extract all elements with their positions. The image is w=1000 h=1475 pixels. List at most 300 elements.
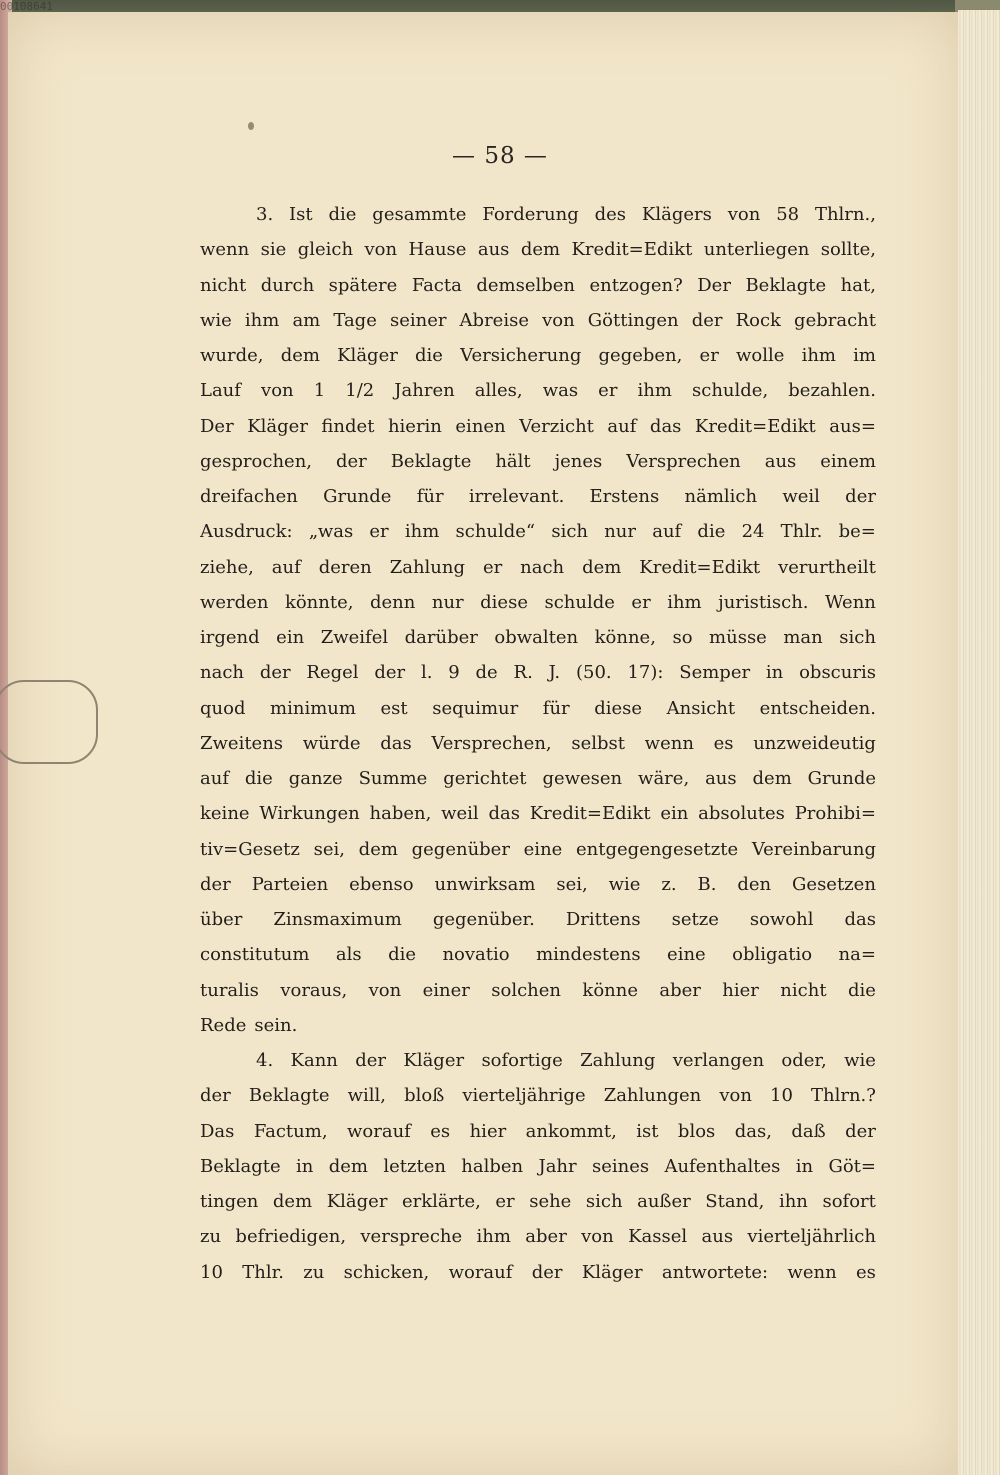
text-line <box>200 973 876 1008</box>
word: außer <box>637 1191 691 1212</box>
word: obwalten <box>494 627 579 648</box>
word: deren <box>318 556 372 578</box>
word: J. <box>548 662 561 684</box>
word: Factum, <box>253 1120 328 1142</box>
word: „was <box>308 521 354 543</box>
word: 3. <box>256 204 274 225</box>
word: gesprochen, <box>200 450 313 472</box>
word: 9 <box>448 662 460 684</box>
word: Jahr <box>538 1155 577 1177</box>
word: wäre, <box>638 768 690 789</box>
text-line <box>200 832 876 867</box>
word: sowohl <box>749 909 814 930</box>
word: gegeben, <box>598 345 683 366</box>
word: Versprechen <box>626 450 741 472</box>
word: Kläger <box>326 1191 388 1212</box>
word: bezahlen. <box>788 380 876 402</box>
word: hier <box>469 1120 507 1142</box>
word: Versprechen, <box>431 732 552 754</box>
word: von <box>542 309 575 331</box>
text-line <box>200 409 876 444</box>
word: Der <box>200 415 234 437</box>
word: die <box>388 944 417 966</box>
word: seines <box>591 1155 650 1177</box>
word: keine <box>200 803 250 825</box>
word: schicken, <box>343 1261 430 1283</box>
word: weil <box>782 486 820 507</box>
word: sich <box>551 521 589 543</box>
word: Kläger <box>581 1261 643 1283</box>
word: man <box>783 627 823 648</box>
word: er <box>495 1191 515 1212</box>
word: wenn <box>644 732 694 754</box>
text-line <box>200 1149 876 1184</box>
word: mindestens <box>536 944 641 966</box>
word: Regel <box>306 662 359 684</box>
word: sich <box>839 627 876 648</box>
word: unzweideutig <box>753 732 876 754</box>
word: von <box>719 1085 752 1107</box>
word: gegenüber <box>411 838 510 860</box>
word: Erstens <box>589 486 660 507</box>
word: auf <box>652 521 682 543</box>
word: l. <box>420 662 433 684</box>
word: tingen <box>200 1191 259 1212</box>
word: 58 <box>776 204 800 225</box>
text-line <box>200 197 876 232</box>
word: minimum <box>270 697 356 719</box>
word: oder, <box>781 1050 827 1071</box>
word: der <box>200 1085 231 1107</box>
word: auf <box>200 768 229 789</box>
word: hält <box>495 450 531 472</box>
text-line <box>200 303 876 338</box>
word: einer <box>422 979 470 1001</box>
word: irgend <box>200 627 260 648</box>
word: Beklagte <box>745 274 827 296</box>
word: könne, <box>594 627 656 648</box>
word: wie <box>608 873 641 895</box>
word: dem <box>272 1191 313 1212</box>
word: darüber <box>404 627 478 648</box>
word: Rock <box>735 309 781 331</box>
word: das, <box>734 1120 772 1142</box>
word: in <box>296 1155 314 1177</box>
word: (50. <box>575 662 612 684</box>
word: er <box>598 380 618 402</box>
word: sich <box>585 1191 623 1212</box>
word: tiv=Gesetz <box>200 838 300 860</box>
word: 10 <box>770 1085 793 1107</box>
word: am <box>292 309 321 331</box>
word: auf <box>271 556 301 578</box>
word: über <box>200 909 243 930</box>
word: schulde“ <box>455 521 536 543</box>
page-stack-edge <box>958 10 1000 1475</box>
word: Der <box>697 274 731 296</box>
word: Zahlung <box>389 556 465 578</box>
word: Zweifel <box>320 627 389 648</box>
text-line <box>200 796 876 831</box>
word: obligatio <box>732 944 813 966</box>
word: ihm <box>404 521 440 543</box>
word: Zinsmaximum <box>273 909 402 930</box>
word: Klägers <box>641 204 712 225</box>
word: Kann <box>290 1050 338 1071</box>
word: hier <box>722 979 759 1001</box>
word: antwortete: <box>661 1261 769 1283</box>
word: schulde, <box>692 380 769 402</box>
word: Thlrn.? <box>810 1085 876 1107</box>
word: Summe <box>358 768 428 789</box>
word: Kredit=Edikt <box>639 556 761 578</box>
word: schulde <box>544 591 615 613</box>
word: Forderung <box>482 204 579 225</box>
word: Prohibi= <box>794 803 876 825</box>
word: bloß <box>404 1085 445 1107</box>
word: gesammte <box>372 204 467 225</box>
word: die <box>847 979 876 1001</box>
word: werden <box>200 591 269 613</box>
word: Parteien <box>251 873 329 895</box>
word: nur <box>431 591 464 613</box>
paper-clip-outline <box>0 680 98 764</box>
word: denn <box>369 591 416 613</box>
word: 1 <box>313 380 326 402</box>
word: Stand, <box>705 1191 765 1212</box>
word: Lauf <box>200 380 241 402</box>
word: der <box>335 450 367 472</box>
word: alles, <box>474 380 523 402</box>
word: es <box>713 732 734 754</box>
word: be= <box>838 521 876 543</box>
text-line <box>200 1184 876 1219</box>
word: Thlr. <box>780 521 823 543</box>
word: Grunde <box>807 768 876 789</box>
word: setze <box>671 909 719 930</box>
word: turalis <box>200 979 259 1001</box>
word: findet <box>321 415 375 437</box>
word: einem <box>820 450 876 472</box>
word: gerichtet <box>443 768 527 789</box>
word: die <box>328 204 357 225</box>
word: wenn <box>787 1261 837 1283</box>
word: von <box>261 380 294 402</box>
word: dem <box>752 768 792 789</box>
word: 10 <box>200 1261 223 1283</box>
word: der <box>259 662 291 684</box>
word: der <box>845 1120 876 1142</box>
word: könne <box>582 979 638 1001</box>
word: Kredit=Edikt <box>571 239 693 261</box>
word: aus <box>701 1226 734 1248</box>
word: dem <box>358 838 398 860</box>
text-line <box>200 726 876 761</box>
word: er <box>699 345 719 366</box>
word: die <box>244 768 273 789</box>
word: dem <box>280 345 320 366</box>
word: unwirksam <box>434 873 536 895</box>
word: in <box>765 662 784 684</box>
word: als <box>335 944 362 966</box>
word: gegenüber. <box>432 909 535 930</box>
word: ihm <box>244 309 280 331</box>
word: nach <box>200 662 244 684</box>
word: Zahlungen <box>603 1085 702 1107</box>
word: demselben <box>476 274 576 296</box>
word: würde <box>302 732 361 754</box>
word: der <box>691 309 723 331</box>
word: in <box>795 1155 814 1177</box>
text-line <box>200 902 876 937</box>
word: quod <box>200 697 246 719</box>
word: selbst <box>571 732 625 754</box>
word: vierteljährlich <box>747 1226 876 1248</box>
word: ankommt, <box>525 1120 617 1142</box>
word: aber <box>525 1226 567 1248</box>
word: Thlr. <box>242 1261 284 1283</box>
text-line <box>200 514 876 549</box>
word: 17): <box>627 662 664 684</box>
word: aus= <box>829 415 876 437</box>
word: von <box>581 1226 614 1248</box>
word: blos <box>677 1120 716 1142</box>
word: wolle <box>735 345 785 366</box>
word: 4. <box>256 1050 274 1071</box>
word: z. <box>661 873 677 895</box>
word: Grunde <box>323 486 392 507</box>
text-line <box>200 585 876 620</box>
word: der <box>374 662 406 684</box>
word: Aufenthaltes <box>664 1155 781 1177</box>
word: Kläger <box>403 1050 465 1071</box>
word: ihn <box>778 1191 808 1212</box>
word: letzten <box>383 1155 446 1177</box>
word: sehe <box>529 1191 572 1212</box>
word: sequimur <box>432 697 519 719</box>
word: solchen <box>491 979 562 1001</box>
word: des <box>594 204 627 225</box>
word: entzogen? <box>589 274 683 296</box>
word: Das <box>200 1120 235 1142</box>
text-line <box>200 268 876 303</box>
word: Ansicht <box>666 697 736 719</box>
word: für <box>542 697 570 719</box>
word: ihm <box>801 345 836 366</box>
word: de <box>475 662 498 684</box>
word: hierin <box>387 415 442 437</box>
word: nur <box>604 521 637 543</box>
word: er <box>369 521 389 543</box>
word: irrelevant. <box>468 486 565 507</box>
word: gebracht <box>794 309 876 331</box>
word: Ausdruck: <box>200 521 293 543</box>
word: entscheiden. <box>759 697 876 719</box>
word: eine <box>667 944 706 966</box>
word: weil <box>441 803 479 825</box>
word: juristisch. <box>718 591 809 613</box>
word: ein <box>660 803 689 825</box>
word: von <box>364 239 398 261</box>
word: müsse <box>709 627 767 648</box>
text-line <box>200 479 876 514</box>
word: Hause <box>408 239 467 261</box>
word: wenn <box>200 239 250 261</box>
word: nicht <box>200 274 247 296</box>
word: daß <box>791 1120 826 1142</box>
word: Gesetzen <box>792 873 876 895</box>
word: im <box>853 345 876 366</box>
word: Göttingen <box>587 309 679 331</box>
page-number: — 58 — <box>452 143 548 169</box>
word: sei, <box>556 873 588 895</box>
word: könnte, <box>284 591 354 613</box>
word: worauf <box>448 1261 513 1283</box>
word: haben, <box>369 803 432 825</box>
word: Beklagte <box>248 1085 330 1107</box>
word: seiner <box>389 309 447 331</box>
word: ebenso <box>349 873 414 895</box>
word: aber <box>659 979 701 1001</box>
word: sofort <box>822 1191 876 1212</box>
word: Kredit=Edikt <box>529 803 651 825</box>
word: novatio <box>442 944 510 966</box>
word: 24 <box>741 521 765 543</box>
word: dreifachen <box>200 486 298 507</box>
word: es <box>430 1120 451 1142</box>
word: das <box>844 909 876 930</box>
word: dem <box>520 239 561 261</box>
text-line <box>200 232 876 267</box>
word: ihm <box>667 591 702 613</box>
word: verurtheilt <box>778 556 876 578</box>
word: das <box>649 415 682 437</box>
word: Zahlung <box>580 1050 656 1071</box>
word: eine <box>523 838 563 860</box>
word: Wirkungen <box>259 803 360 825</box>
word: von <box>368 979 402 1001</box>
text-line <box>200 373 876 408</box>
text-line <box>200 338 876 373</box>
word: wie <box>844 1050 876 1071</box>
text-line <box>200 867 876 902</box>
word: nach <box>520 556 565 578</box>
word: ist <box>636 1120 659 1142</box>
word: auf <box>607 415 637 437</box>
word: Ist <box>289 204 313 225</box>
word: Jahren <box>394 380 455 402</box>
text-line <box>200 1078 876 1113</box>
text-line <box>200 1043 876 1078</box>
word: hat, <box>840 274 876 296</box>
word: von <box>727 204 761 225</box>
word: einen <box>455 415 506 437</box>
word: gewesen <box>542 768 623 789</box>
word: voraus, <box>280 979 348 1001</box>
word: erklärte, <box>401 1191 481 1212</box>
word: nicht <box>780 979 827 1001</box>
word: so <box>672 627 693 648</box>
word: nämlich <box>684 486 758 507</box>
word: Abreise <box>459 309 529 331</box>
word: gleich <box>297 239 354 261</box>
word: jenes <box>554 450 603 472</box>
word: will, <box>347 1085 387 1107</box>
word: dem <box>328 1155 368 1177</box>
word: entgegengesetzte <box>576 838 739 860</box>
word: er <box>482 556 503 578</box>
text-line <box>200 761 876 796</box>
word: absolutes <box>698 803 785 825</box>
word: Drittens <box>565 909 641 930</box>
word: durch <box>260 274 315 296</box>
word: Verzicht <box>519 415 594 437</box>
word: Kassel <box>628 1226 688 1248</box>
text-line <box>200 1255 876 1290</box>
word: wurde, <box>200 345 264 366</box>
word: den <box>737 873 772 895</box>
word: ein <box>276 627 305 648</box>
word: Facta <box>411 274 462 296</box>
word: Göt= <box>828 1155 876 1177</box>
word: vierteljährige <box>462 1085 586 1107</box>
word: sei, <box>313 838 345 860</box>
word: was <box>542 380 579 402</box>
word: Beklagte <box>390 450 472 472</box>
word: aus <box>764 450 797 472</box>
word: zu <box>303 1261 325 1283</box>
text-line <box>200 1219 876 1254</box>
word: Versicherung <box>460 345 582 366</box>
word: sein. <box>254 1014 298 1036</box>
word: der <box>355 1050 387 1071</box>
word: für <box>416 486 444 507</box>
word: diese <box>594 697 643 719</box>
word: Zweitens <box>200 732 284 754</box>
word: die <box>697 521 726 543</box>
text-line <box>200 550 876 585</box>
text-line <box>200 444 876 479</box>
word: Beklagte <box>200 1155 281 1177</box>
word: Semper <box>679 662 751 684</box>
text-line <box>200 1008 876 1043</box>
word: aus <box>477 239 510 261</box>
word: das <box>488 803 520 825</box>
word: unterliegen <box>703 239 810 261</box>
word: sie <box>260 239 287 261</box>
word: dem <box>582 556 622 578</box>
word: der <box>200 873 231 895</box>
word: constitutum <box>200 944 310 966</box>
text-line <box>200 691 876 726</box>
word: Kläger <box>247 415 308 437</box>
word: diese <box>480 591 528 613</box>
body-text <box>200 197 876 1290</box>
word: ziehe, <box>200 556 254 578</box>
ink-dot <box>248 122 254 130</box>
text-line <box>200 1114 876 1149</box>
word: wie <box>200 309 232 331</box>
word: der <box>845 486 876 507</box>
word: worauf <box>346 1120 411 1142</box>
word: R. <box>513 662 533 684</box>
word: der <box>531 1261 563 1283</box>
word: verlangen <box>672 1050 765 1071</box>
word: Wenn <box>825 591 876 613</box>
text-line <box>200 655 876 690</box>
text-line <box>200 620 876 655</box>
word: 1/2 <box>345 380 375 402</box>
